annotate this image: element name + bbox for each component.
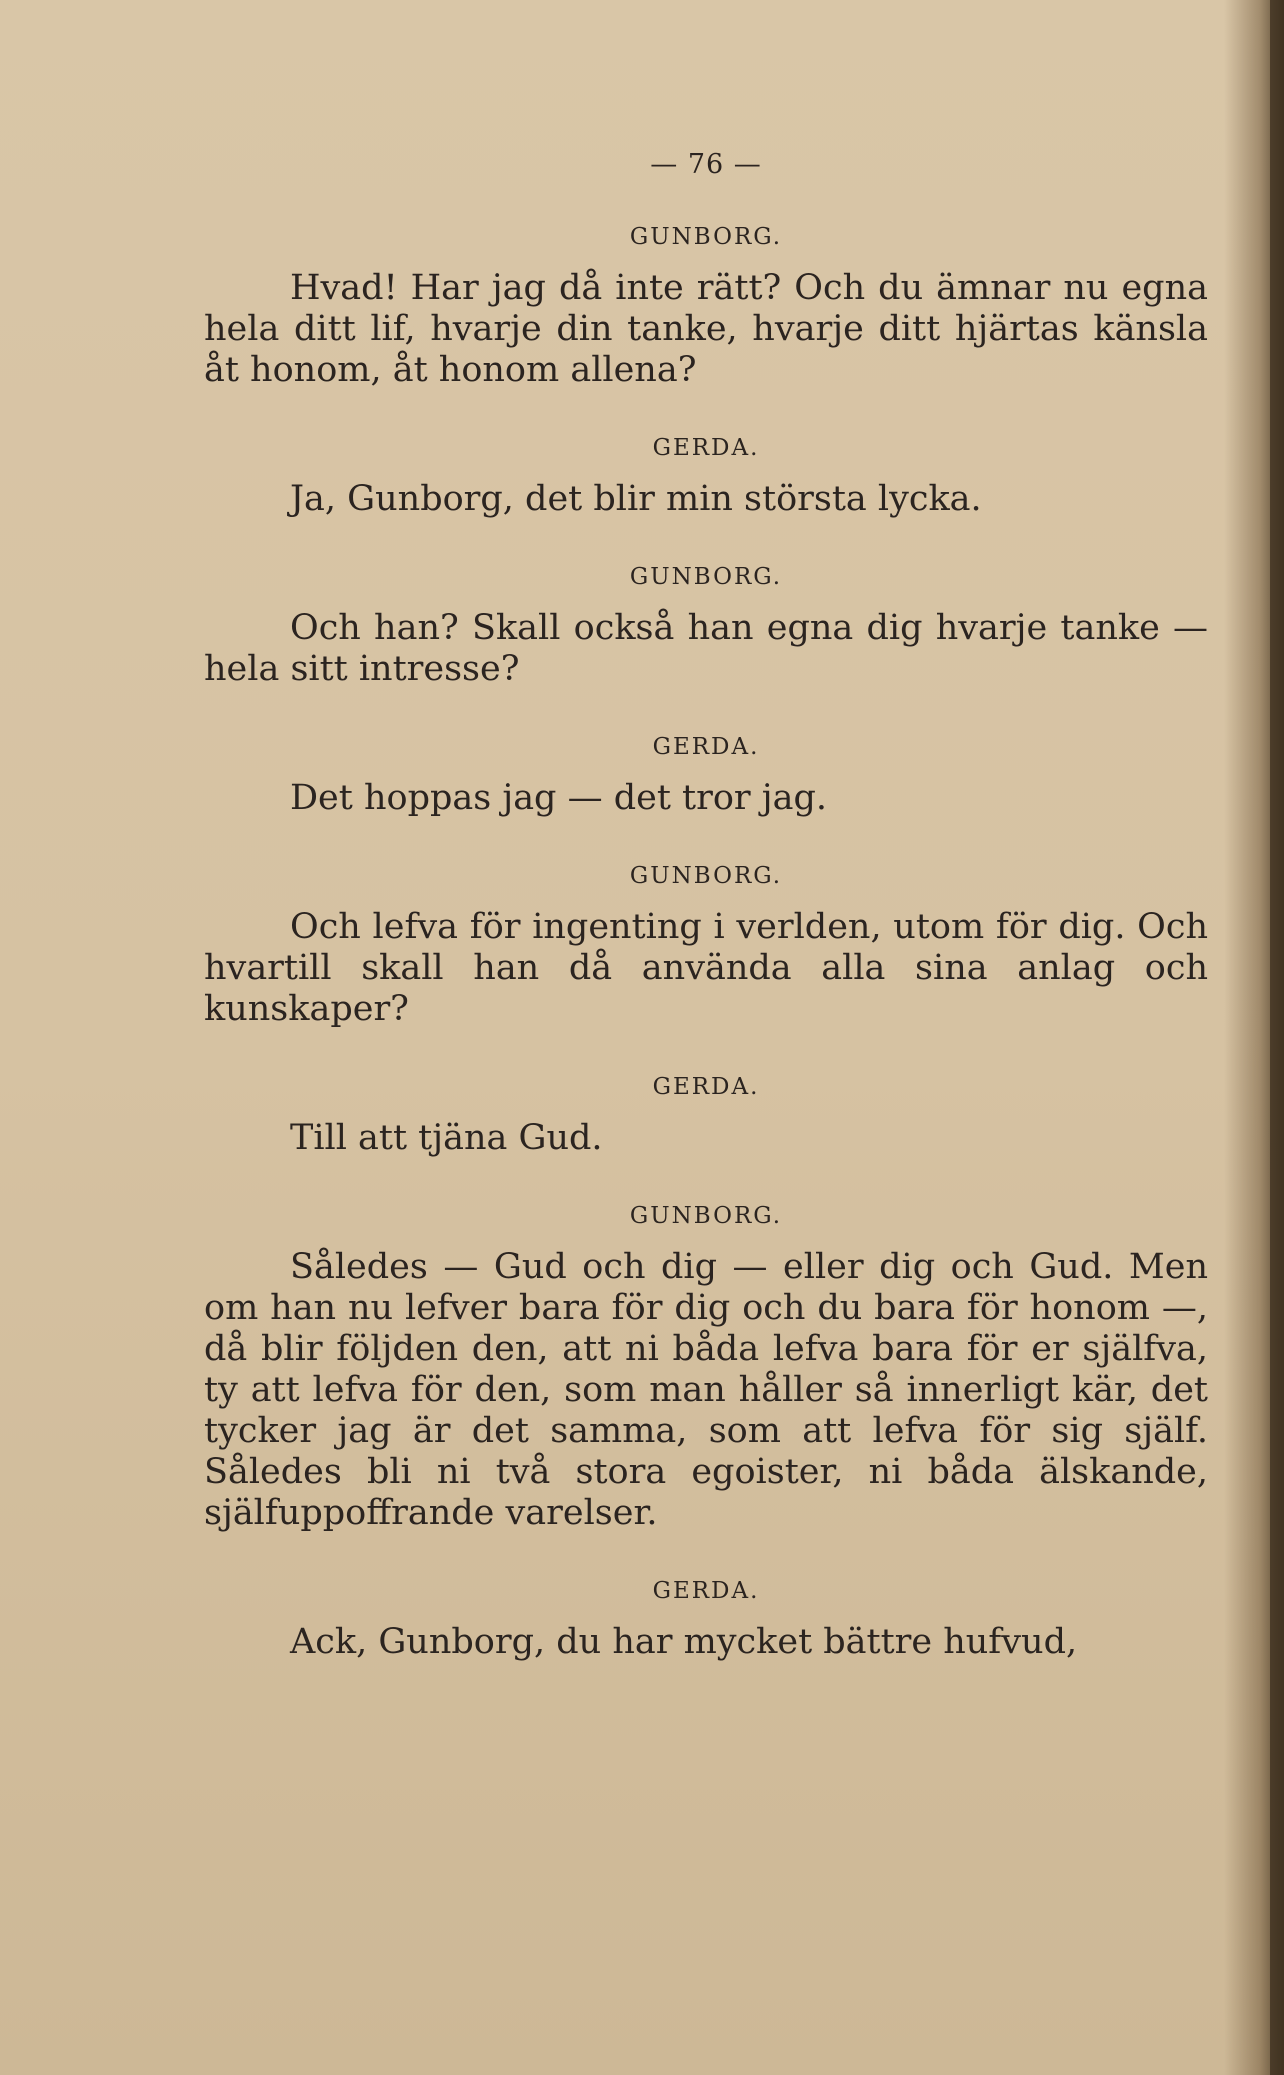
speech-text: Till att tjäna Gud. (290, 1118, 603, 1158)
page-binding-edge (1270, 0, 1284, 2075)
speech-text: Det hoppas jag — det tror jag. (290, 778, 827, 818)
speech-text: Hvad! Har jag då inte rätt? Och du ämnar nu egna hela ditt lif, hvarje din tanke, hvarje ditt hjärtas känsla åt honom, åt honom allena? (204, 268, 1208, 390)
speech-text: Ja, Gunborg, det blir min största lycka. (290, 479, 982, 519)
speaker-name: GUNBORG. (629, 224, 783, 250)
speaker-name: GUNBORG. (629, 1203, 783, 1229)
speech-text: Och han? Skall också han egna dig hvarje tanke — hela sitt intresse? (204, 608, 1208, 689)
page-number: — 76 — (650, 149, 762, 180)
speaker-name: GERDA. (652, 1074, 760, 1100)
speaker-name: GERDA. (652, 734, 760, 760)
page-text (204, 150, 1208, 1663)
speech-text: Och lefva för ingenting i verlden, utom för dig. Och hvartill skall han då använda alla sina anlag och kunskaper? (204, 907, 1208, 1029)
speaker-name: GUNBORG. (629, 564, 783, 590)
speech-text: Ack, Gunborg, du har mycket bättre hufvud, (290, 1622, 1078, 1662)
speech-text: Således — Gud och dig — eller dig och Gud. Men om han nu lefver bara för dig och du bara för honom —, då blir följden den, att ni båda lefva bara för er själfva, ty att lefva för den, som man håller så innerligt kär, det tycker jag är det samma, som att lefva för sig själf. Således bli ni två stora egoister, ni båda älskande, själfuppoffrande varelser. (204, 1247, 1208, 1533)
speaker-name: GERDA. (652, 1578, 760, 1604)
speaker-name: GERDA. (652, 435, 760, 461)
speaker-name: GUNBORG. (629, 863, 783, 889)
